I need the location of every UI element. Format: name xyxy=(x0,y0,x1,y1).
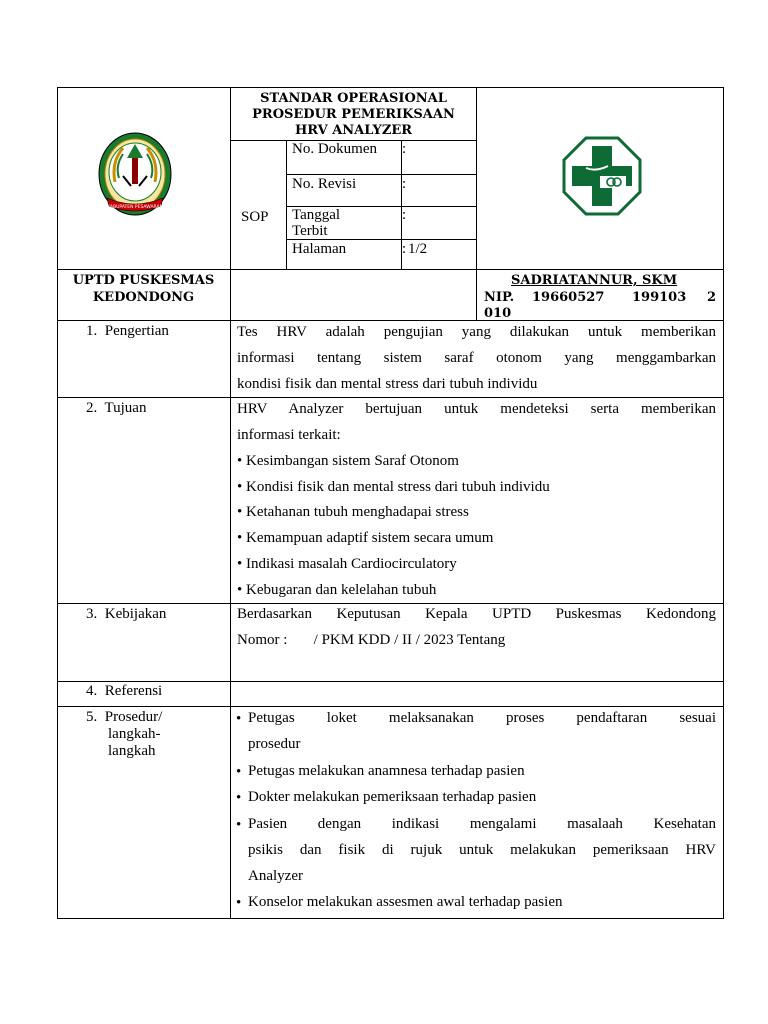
prosedur-item-line: Konselor melakukan assesmen awal terhadap pasien xyxy=(248,894,563,910)
meta-sep: : xyxy=(402,176,407,192)
prosedur-bullet: • xyxy=(236,895,242,911)
signer-nip-label: NIP. xyxy=(484,290,515,305)
prosedur-item-line: Dokter melakukan pemeriksaan terhadap pasien xyxy=(248,789,537,805)
meta-sep: : xyxy=(402,241,407,257)
grid-line xyxy=(57,681,724,682)
grid-line xyxy=(230,87,231,919)
signer-nip-part: 19660527 xyxy=(532,290,605,305)
meta-label-no-revisi: No. Revisi xyxy=(292,176,357,192)
prosedur-item-line: psikis dan fisik di rujuk untuk melakukan pemeriksaan HRV xyxy=(248,842,716,858)
kebijakan-line: Nomor : / PKM KDD / II / 2023 Tentang xyxy=(237,632,506,648)
section-label-tujuan: 2. Tujuan xyxy=(86,400,147,416)
tujuan-bullet: • Kondisi fisik dan mental stress dari tubuh individu xyxy=(237,479,550,495)
section-label-referensi: 4. Referensi xyxy=(86,683,163,699)
grid-line xyxy=(286,174,477,175)
meta-value-halaman: 1/2 xyxy=(408,241,428,257)
signer-nip-part: 199103 xyxy=(632,290,687,305)
tujuan-bullet: • Kemampuan adaptif sistem secara umum xyxy=(237,530,494,546)
meta-label-terbit: Terbit xyxy=(292,223,328,239)
prosedur-bullet: • xyxy=(236,711,242,727)
prosedur-bullet: • xyxy=(236,790,242,806)
org-name-line-1: UPTD PUSKESMAS xyxy=(72,273,215,288)
section-label-kebijakan: 3. Kebijakan xyxy=(86,606,167,622)
prosedur-item-line: Pasien dengan indikasi mengalami masalaah Kesehatan xyxy=(248,816,716,832)
pengertian-line: informasi tentang sistem saraf otonom yang menggambarkan xyxy=(237,350,716,366)
tujuan-bullet: • Ketahanan tubuh menghadapai stress xyxy=(237,504,469,520)
prosedur-item-line: Petugas loket melaksanakan proses pendaftaran sesuai xyxy=(248,710,716,726)
doc-title-line-2: PROSEDUR PEMERIKSAAN xyxy=(252,107,455,122)
signer-nip-part: 2 xyxy=(707,290,717,305)
prosedur-item-line: Analyzer xyxy=(248,868,303,884)
puskesmas-cross-logo xyxy=(562,136,642,216)
tujuan-bullet: • Indikasi masalah Cardiocirculatory xyxy=(237,556,457,572)
regency-emblem-logo xyxy=(97,132,173,218)
sop-label: SOP xyxy=(241,209,269,225)
tujuan-bullet: • Kesimbangan sistem Saraf Otonom xyxy=(237,453,459,469)
meta-label-halaman: Halaman xyxy=(292,241,347,257)
emblem-banner-text: KABUPATEN PESAWARAN xyxy=(107,205,163,210)
pengertian-line: kondisi fisik dan mental stress dari tubuh individu xyxy=(237,376,538,392)
prosedur-bullet: • xyxy=(236,817,242,833)
meta-sep: : xyxy=(402,207,407,223)
tujuan-line: HRV Analyzer bertujuan untuk mendeteksi serta memberikan xyxy=(237,401,716,417)
kebijakan-line: Berdasarkan Keputusan Kepala UPTD Puskesmas Kedondong xyxy=(237,606,716,622)
org-name-line-2: KEDONDONG xyxy=(92,290,195,305)
meta-label-tanggal: Tanggal xyxy=(292,207,341,223)
signer-name: SADRIATANNUR, SKM xyxy=(511,273,678,288)
prosedur-bullet: • xyxy=(236,764,242,780)
section-label-prosedur-3: langkah xyxy=(108,743,156,759)
signer-nip-line-2: 010 xyxy=(484,306,512,321)
section-label-pengertian: 1. Pengertian xyxy=(86,323,169,339)
grid-line xyxy=(57,269,724,270)
pengertian-line: Tes HRV adalah pengujian yang dilakukan untuk memberikan xyxy=(237,324,716,340)
prosedur-item-line: prosedur xyxy=(248,736,301,752)
section-label-prosedur: 5. Prosedur/ xyxy=(86,709,163,725)
meta-label-no-dokumen: No. Dokumen xyxy=(292,141,377,157)
prosedur-item-line: Petugas melakukan anamnesa terhadap pasien xyxy=(248,763,525,779)
tujuan-bullet: • Kebugaran dan kelelahan tubuh xyxy=(237,582,437,598)
doc-title-line-3: HRV ANALYZER xyxy=(294,123,413,138)
doc-title-line-1: STANDAR OPERASIONAL xyxy=(260,91,447,106)
meta-sep: : xyxy=(402,141,407,157)
section-label-prosedur-2: langkah- xyxy=(108,726,161,742)
grid-line xyxy=(286,140,287,269)
tujuan-line: informasi terkait: xyxy=(237,427,341,443)
